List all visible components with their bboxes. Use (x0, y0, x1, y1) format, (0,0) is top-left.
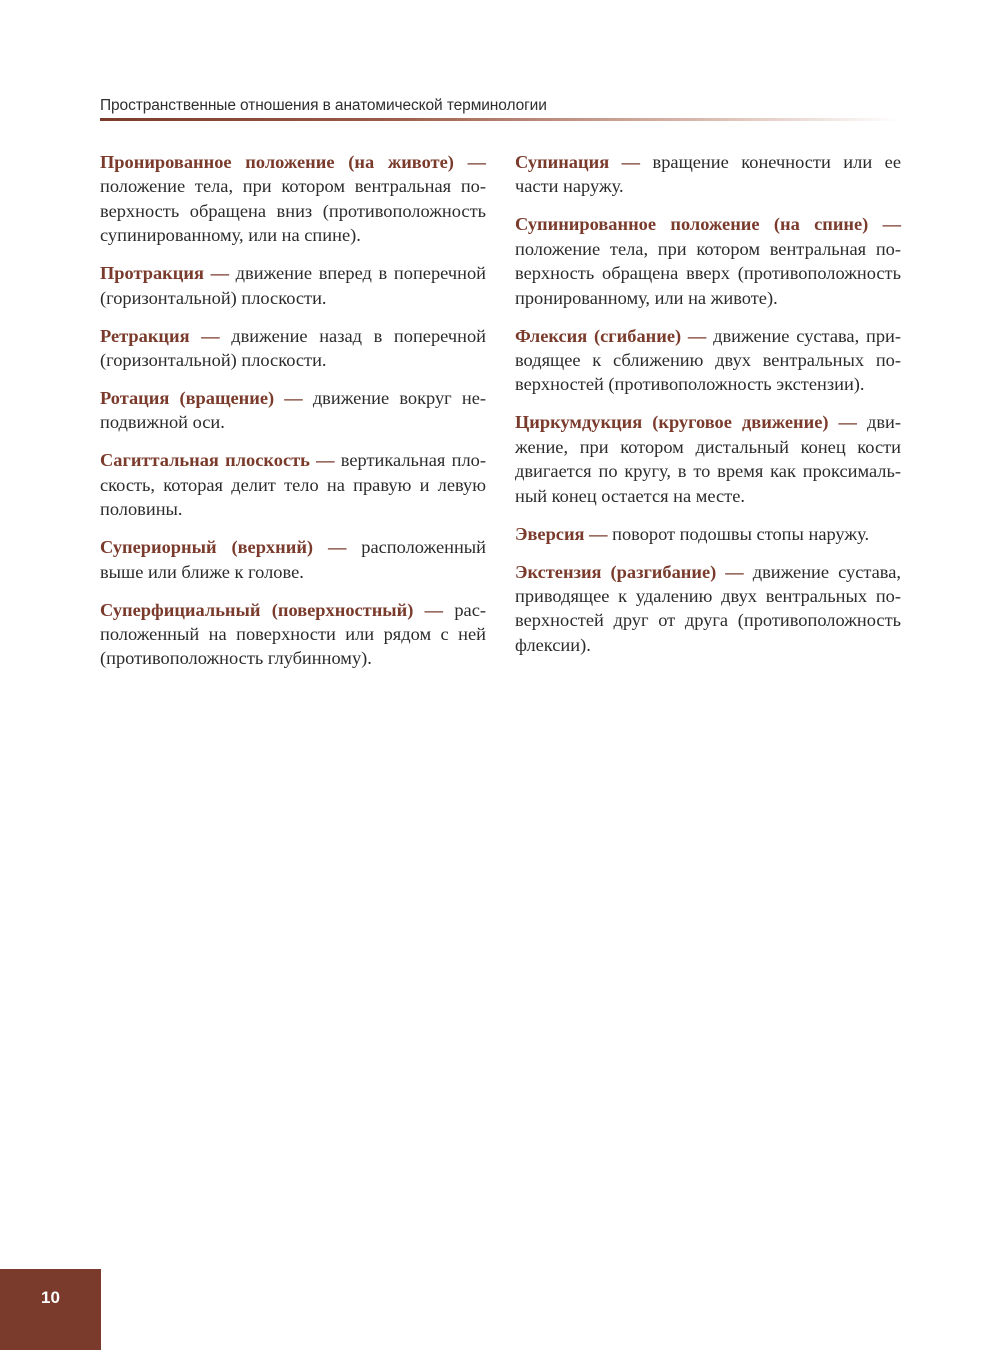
glossary-term: Протракция — (100, 263, 229, 284)
glossary-entry (515, 150, 901, 199)
left-column (100, 150, 486, 684)
glossary-term: Сагиттальная плоскость — (100, 450, 335, 471)
glossary-definition: положение тела, при котором вентральная поверхность обращена вниз (противоположность супинированному, или на спине). (100, 176, 486, 246)
glossary-entry (100, 535, 486, 584)
glossary-term: Циркумдукция (круговое движение) — (515, 412, 857, 433)
glossary-definition: движение вперед в поперечной (горизонтальной) плоскости. (100, 263, 486, 308)
glossary-entry (515, 560, 901, 658)
glossary-term: Эверсия — (515, 523, 608, 544)
glossary-definition: движение сустава, приводящее к удалению двух вентральных поверхностей друг от друга (противоположность флексии). (515, 561, 901, 655)
glossary-term: Супинация — (515, 152, 641, 172)
glossary-definition: расположенный выше или ближе к голове. (100, 537, 486, 582)
glossary-term: Экстензия (разгибание) — (515, 561, 744, 582)
glossary-term: Ротация (вращение) — (100, 388, 303, 409)
glossary-term: Супинированное положение (на спине) — (515, 214, 901, 235)
glossary-definition: движение, при котором дистальный конец кости двигается по кругу, в то время как проксимальный конец остается на месте. (515, 412, 901, 506)
glossary-definition: движение сустава, приводящее к сближению двух вентральных поверхностей (противоположность экстензии). (515, 325, 901, 395)
glossary-entry (100, 324, 486, 373)
glossary-definition: расположенный на поверхности или рядом с ней (противоположность глубинному). (100, 599, 486, 669)
glossary-entry (100, 261, 486, 310)
glossary-definition: движение назад в поперечной (горизонтальной) плоскости. (100, 325, 486, 371)
page-number: 10 (41, 1288, 60, 1307)
glossary-entry (100, 448, 486, 521)
glossary-entry (100, 386, 486, 435)
glossary-entry (515, 324, 901, 397)
glossary-definition: вертикальная плоскость, которая делит тело на правую и левую половины. (100, 450, 486, 520)
glossary-definition: движение вокруг неподвижной оси. (100, 388, 486, 433)
glossary-definition: вращение конечности или ее части наружу. (515, 152, 901, 197)
glossary-term: Суперфициальный (поверхностный) — (100, 599, 444, 620)
header-rule (100, 118, 900, 121)
glossary-definition: положение тела, при котором вентральная поверхность обращена вверх (противоположность пронированному, или на животе). (515, 238, 901, 308)
glossary-entry (100, 150, 486, 248)
glossary-entry (515, 522, 901, 546)
glossary-entry (100, 598, 486, 671)
running-header: Пространственные отношения в анатомической терминологии (100, 97, 547, 114)
glossary-term: Пронированное положение (на животе) — (100, 152, 486, 172)
glossary-entry (515, 410, 901, 508)
page-number-tab (0, 1269, 101, 1350)
right-column (515, 150, 901, 671)
glossary-term: Супериорный (верхний) — (100, 537, 347, 558)
glossary-term: Флексия (сгибание) — (515, 325, 707, 346)
glossary-term: Ретракция — (100, 325, 220, 346)
glossary-entry (515, 212, 901, 310)
glossary-definition: поворот подошвы стопы наружу. (607, 523, 870, 544)
